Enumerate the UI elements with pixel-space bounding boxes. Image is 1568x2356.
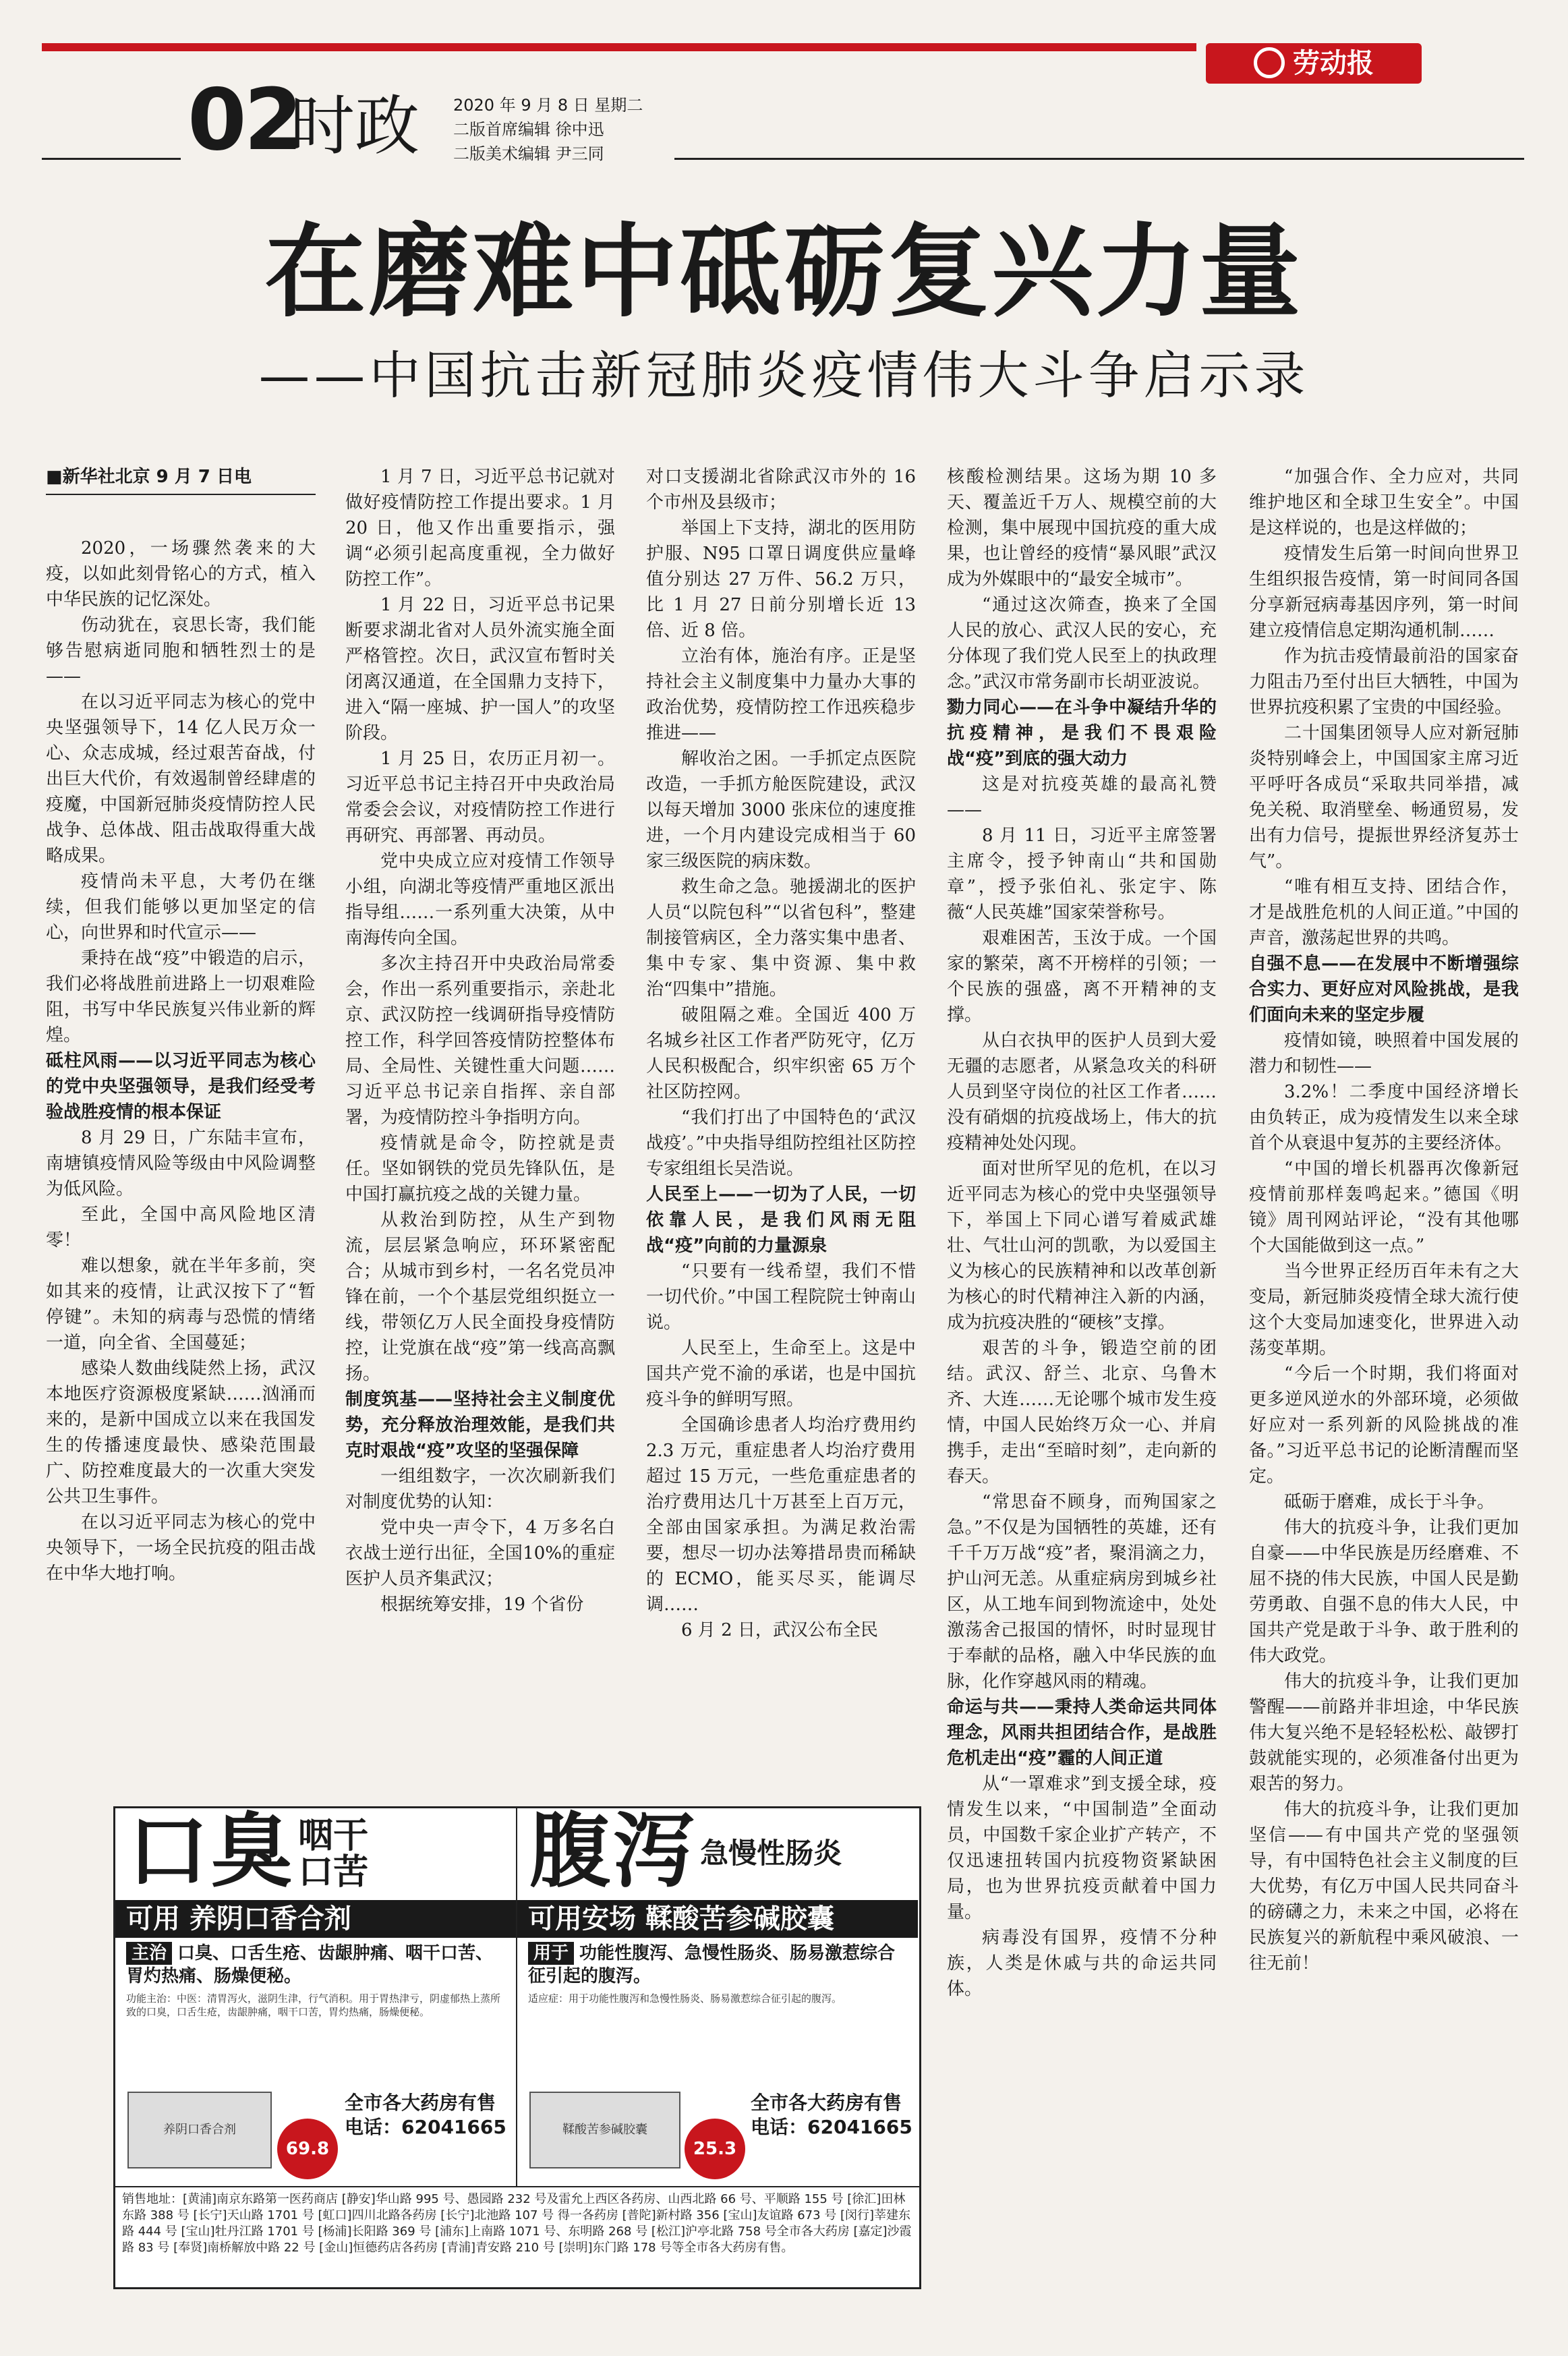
ad-left-panel [115, 1808, 517, 2186]
paragraph: 伟大的抗疫斗争，让我们更加自豪——中华民族是历经磨难、不屈不挠的伟大民族，中国人民是勤劳勇敢、自强不息的伟大人民，中国共产党是敢于斗争、敢于胜利的伟大政党。 [1249, 1518, 1519, 1666]
paragraph: 8 月 11 日，习近平主席签署主席令，授予钟南山“共和国勋章”，授予张伯礼、张定宇、陈薇“人民英雄”国家荣誉称号。 [947, 826, 1217, 923]
ad-left-product-box: 养阴口香合剂 [127, 2092, 272, 2168]
article-column-3 [646, 464, 916, 1800]
ad-left-big-text: 口臭 [127, 1808, 295, 1899]
paragraph: 当今世界正经历百年未有之大变局，新冠肺炎疫情全球大流行使这个大变局加速变化，世界进入动荡变革期。 [1249, 1261, 1519, 1358]
ad-right-product-box: 鞣酸苦参碱胶囊 [529, 2092, 680, 2168]
ad-right-fineprint: 适应症：用于功能性腹泻和急慢性肠炎、肠易激惹综合征引起的腹泻。 [528, 1992, 842, 2005]
article-column-4 [947, 464, 1217, 2339]
subsection-heading: 制度筑基——坚持社会主义制度优势，充分释放治理效能，是我们共克时艰战“疫”攻坚的坚强保障 [345, 1389, 615, 1461]
paragraph: 2020，一场骤然袭来的大疫，以如此刻骨铭心的方式，植入中华民族的记忆深处。 [46, 538, 316, 610]
subsection-heading: 人民至上——一切为了人民，一切依靠人民，是我们风雨无阻战“疫”向前的力量源泉 [646, 1184, 916, 1256]
paragraph: 全国确诊患者人均治疗费用约 2.3 万元，重症患者人均治疗费用超过 15 万元，一些危重症患者的治疗费用达几十万甚至上百万元，全部由国家承担。为满足救治需要，想尽一切办法筹措昂贵而稀缺的 ECMO，能买尽买，能调尽调…… [646, 1415, 916, 1615]
paragraph: 感染人数曲线陡然上扬，武汉本地医疗资源极度紧缺……汹涌而来的，是新中国成立以来在我国发生的传播速度最快、感染范围最广、防控难度最大的一次重大突发公共卫生事件。 [46, 1358, 316, 1507]
ad-right-big-text: 腹泻 [529, 1808, 697, 1899]
paragraph: 多次主持召开中央政治局常委会，作出一系列重要指示，亲赴北京、武汉防控一线调研指导疫情防控工作，科学回答疫情防控整体布局、全局性、关键性重大问题……习近平总书记亲自指挥、亲自部署，为疫情防控斗争指明方向。 [345, 954, 615, 1128]
paragraph: 1 月 25 日，农历正月初一。习近平总书记主持召开中央政治局常委会会议，对疫情防控工作进行再研究、再部署、再动员。 [345, 749, 615, 846]
column-body [646, 464, 916, 1643]
paragraph: 伟大的抗疫斗争，让我们更加警醒——前路并非坦途，中华民族伟大复兴绝不是轻轻松松、敲锣打鼓就能实现的，必须准备付出更为艰苦的努力。 [1249, 1671, 1519, 1794]
paragraph: 砥砺于磨难，成长于斗争。 [1284, 1492, 1495, 1512]
ad-left-band: 可用 养阴口香合剂 [115, 1900, 516, 1938]
paragraph: 病毒没有国界，疫情不分种族，人类是休戚与共的命运共同体。 [947, 1928, 1217, 1999]
editor-line: 二版首席编辑 徐中迅 [453, 120, 604, 139]
ad-left-phone: 电话：62041665 [345, 2116, 506, 2138]
paragraph: 人民至上，生命至上。这是中国共产党不渝的承诺，也是中国抗疫斗争的鲜明写照。 [646, 1338, 916, 1410]
art-editor-line: 二版美术编辑 尹三同 [453, 144, 604, 163]
ad-right-band: 可用安场 鞣酸苦参碱胶囊 [517, 1900, 918, 1938]
paragraph: 在以习近平同志为核心的党中央坚强领导下，14 亿人民万众一心、众志成城，经过艰苦奋战，付出巨大代价，有效遏制曾经肆虐的疫魔，中国新冠肺炎疫情防控人民战争、总体战、阻击战取得重大战略成果。 [46, 692, 316, 866]
paragraph: 1 月 22 日，习近平总书记果断要求湖北省对人员外流实施全面严格管控。次日，武汉宣布暂时关闭离汉通道，在全国鼎力支持下，进入“隔一座城、护一国人”的攻坚阶段。 [345, 595, 615, 743]
paragraph: 根据统筹安排，19 个省份 [380, 1594, 584, 1615]
paragraph: 破阻隔之难。全国近 400 万名城乡社区工作者严防死守，亿万人民积极配合，织牢织密 65 万个社区防控网。 [646, 1005, 916, 1102]
paragraph: 举国上下支持，湖北的医用防护服、N95 口罩日调度供应量峰值分别达 27 万件、56.2 万只，比 1 月 27 日前分别增长近 13 倍、近 8 倍。 [646, 518, 916, 641]
header-rule-right [674, 158, 1524, 160]
paragraph: “中国的增长机器再次像新冠疫情前那样轰鸣起来。”德国《明镜》周刊网站评论，“没有其他哪个大国能做到这一点。” [1249, 1159, 1519, 1256]
byline: ■新华社北京 9 月 7 日电 [46, 464, 316, 495]
paragraph: “今后一个时期，我们将面对更多逆风逆水的外部环境，必须做好应对一系列新的风险挑战的准备。”习近平总书记的论断清醒而坚定。 [1249, 1364, 1519, 1487]
ad-right-side-text: 急慢性肠炎 [700, 1837, 842, 1870]
top-red-rule [42, 43, 1196, 51]
paragraph: 艰难困苦，玉汝于成。一个国家的繁荣，离不开榜样的引领；一个民族的强盛，离不开精神的支撑。 [947, 928, 1217, 1025]
paragraph: “加强合作、全力应对，共同维护地区和全球卫生安全”。中国是这样说的，也是这样做的； [1249, 467, 1519, 538]
paragraph: 二十国集团领导人应对新冠肺炎特别峰会上，中国国家主席习近平呼吁各成员“采取共同举措，减免关税、取消壁垒、畅通贸易，发出有力信号，提振世界经济复苏士气”。 [1249, 723, 1519, 871]
column-body [1249, 464, 1519, 1976]
paragraph: 解收治之困。一手抓定点医院改造，一手抓方舱医院建设，武汉以每天增加 3000 张床位的速度推进，一个月内建设完成相当于 60 家三级医院的病床数。 [646, 749, 916, 871]
subsection-heading: 砥柱风雨——以习近平同志为核心的党中央坚强领导，是我们经受考验战胜疫情的根本保证 [46, 1051, 316, 1122]
paragraph: “常思奋不顾身，而殉国家之急。”不仅是为国牺牲的英雄，还有千千万万战“疫”者，聚涓滴之力，护山河无恙。从重症病房到城乡社区，从工地车间到物流途中，处处激荡舍己报国的情怀，时时显现甘于奉献的品格，融入中华民族的血脉，化作穿越风雨的精魂。 [947, 1492, 1217, 1692]
paragraph: 难以想象，就在半年多前，突如其来的疫情，让武汉按下了“暂停键”。未知的病毒与恐慌的情绪一道，向全省、全国蔓延； [46, 1256, 316, 1353]
paragraph: 在以习近平同志为核心的党中央领导下，一场全民抗疫的阻击战在中华大地打响。 [46, 1512, 316, 1584]
paragraph: “唯有相互支持、团结合作，才是战胜危机的人间正道。”中国的声音，激荡起世界的共鸣。 [1249, 877, 1519, 948]
paragraph: 疫情如镜，映照着中国发展的潜力和韧性—— [1249, 1031, 1519, 1076]
logo-mark-icon [1254, 47, 1285, 78]
subsection-heading: 勠力同心——在斗争中凝结升华的抗疫精神，是我们不畏艰险战“疫”到底的强大动力 [947, 697, 1217, 769]
paragraph: 伟大的抗疫斗争，让我们更加坚信——有中国共产党的坚强领导，有中国特色社会主义制度的巨大优势，有亿万中国人民共同奋斗的磅礴之力，未来之中国，必将在民族复兴的新航程中乘风破浪、一往无前！ [1249, 1800, 1519, 1974]
paragraph: “我们打出了中国特色的‘武汉战疫’。”中央指导组防控组社区防控专家组组长吴浩说。 [646, 1108, 916, 1179]
paragraph: 作为抗击疫情最前沿的国家奋力阻击乃至付出巨大牺牲，中国为世界抗疫积累了宝贵的中国经验。 [1249, 646, 1519, 718]
paragraph: 立治有体，施治有序。正是坚持社会主义制度集中力量办大事的政治优势，疫情防控工作迅疾稳步推进—— [646, 646, 916, 743]
headline: 在磨难中砥砺复兴力量 [264, 212, 1304, 331]
subheadline: ——中国抗击新冠肺炎疫情伟大斗争启示录 [258, 345, 1310, 405]
ad-left-side-text: 咽干口苦 [298, 1816, 369, 1893]
newspaper-logo: 劳动报 [1206, 43, 1422, 84]
paragraph: 疫情发生后第一时间向世界卫生组织报告疫情，第一时间同各国分享新冠病毒基因序列，第一时间建立疫情信息定期沟通机制…… [1249, 544, 1519, 641]
paragraph: 面对世所罕见的危机，在以习近平同志为核心的党中央坚强领导下，举国上下同心谱写着威武雄壮、气壮山河的凯歌，为以爱国主义为核心的民族精神和以改革创新为核心的时代精神注入新的内涵，成为抗疫决胜的“硬核”支撑。 [947, 1159, 1217, 1333]
subsection-heading: 命运与共——秉持人类命运共同体理念，风雨共担团结合作，是战胜危机走出“疫”霾的人间正道 [947, 1697, 1217, 1769]
ad-left-fineprint: 功能主治：中医：清胃泻火，滋阴生津，行气消积。用于胃热津亏，阴虚郁热上蒸所致的口臭，口舌生疮，齿龈肿痛，咽干口苦，胃灼热痛，肠燥便秘。 [126, 1992, 501, 2018]
ad-left-sold: 全市各大药房有售 [345, 2092, 496, 2114]
paragraph: 对口支援湖北省除武汉市外的 16 个市州及县级市； [646, 467, 916, 513]
paragraph: 从白衣执甲的医护人员到大爱无疆的志愿者，从紧急攻关的科研人员到坚守岗位的社区工作者……没有硝烟的抗疫战场上，伟大的抗疫精神处处闪现。 [947, 1031, 1217, 1153]
paragraph: 秉持在战“疫”中锻造的启示，我们必将战胜前进路上一切艰难险阻，书写中华民族复兴伟业新的辉煌。 [46, 948, 316, 1045]
ad-right-panel [517, 1808, 918, 2186]
ad-right-price-badge: 25.3 [685, 2119, 745, 2179]
paragraph: 核酸检测结果。这场为期 10 多天、覆盖近千万人、规模空前的大检测，集中展现中国抗疫的重大成果，也让曾经的疫情“暴风眼”武汉成为外媒眼中的“最安全城市”。 [947, 467, 1217, 590]
paragraph: 救生命之急。驰援湖北的医护人员“以院包科”“以省包科”，整建制接管病区，全力落实集中患者、集中专家、集中资源、集中救治“四集中”措施。 [646, 877, 916, 1000]
ad-left-symptoms: 主治 口臭、口舌生疮、齿龈肿痛、咽干口苦、胃灼热痛、肠燥便秘。 [126, 1943, 494, 1986]
ad-right-symptoms: 用于 功能性腹泻、急慢性肠炎、肠易激惹综合征引起的腹泻。 [528, 1943, 896, 1986]
paragraph: 6 月 2 日，武汉公布全民 [681, 1620, 878, 1640]
paragraph: 从救治到防控，从生产到物流，层层紧急响应，环环紧密配合；从城市到乡村，一名名党员冲锋在前，一个个基层党组织挺立一线，带领亿万人民全面投身疫情防控，让党旗在战“疫”第一线高高飘扬。 [345, 1210, 615, 1384]
paragraph: 3.2%！二季度中国经济增长由负转正，成为疫情发生以来全球首个从衰退中复苏的主要经济体。 [1249, 1082, 1519, 1153]
paragraph: 艰苦的斗争，锻造空前的团结。武汉、舒兰、北京、乌鲁木齐、大连……无论哪个城市发生疫情，中国人民始终万众一心、并肩携手，走出“至暗时刻”，走向新的春天。 [947, 1338, 1217, 1487]
ad-left-price-badge: 69.8 [277, 2119, 338, 2179]
paragraph: 党中央成立应对疫情工作领导小组，向湖北等疫情严重地区派出指导组……一系列重大决策，从中南海传向全国。 [345, 851, 615, 948]
paragraph: 从“一罩难求”到支援全球，疫情发生以来，“中国制造”全面动员，中国数千家企业扩产转产，不仅迅速扭转国内抗疫物资紧缺困局，也为世界抗疫贡献着中国力量。 [947, 1774, 1217, 1922]
column-body [947, 464, 1217, 2002]
ad-right-phone: 电话：62041665 [751, 2116, 912, 2138]
article-column-2 [345, 464, 615, 1800]
paragraph: 伤动犹在，哀思长寄，我们能够告慰病逝同胞和牺牲烈士的是—— [46, 615, 316, 687]
paragraph: 一组组数字，一次次刷新我们对制度优势的认知： [345, 1466, 615, 1512]
column-body [345, 464, 615, 1617]
paragraph: 8 月 29 日，广东陆丰宣布，南塘镇疫情风险等级由中风险调整为低风险。 [46, 1128, 316, 1199]
subsection-heading: 自强不息——在发展中不断增强综合实力、更好应对风险挑战，是我们面向未来的坚定步履 [1249, 954, 1519, 1025]
article-column-5 [1249, 464, 1519, 2339]
article-column-1 [46, 464, 316, 1800]
paragraph: 1 月 7 日，习近平总书记就对做好疫情防控工作提出要求。1 月 20 日，他又作出重要指示，强调“必须引起高度重视，全力做好防控工作”。 [345, 467, 615, 590]
paragraph: 疫情尚未平息，大考仍在继续，但我们能够以更加坚定的信心，向世界和时代宣示—— [46, 871, 316, 943]
page-number: 02 [187, 70, 301, 169]
advertisement [113, 1806, 921, 2289]
paragraph: 这是对抗疫英雄的最高礼赞—— [947, 774, 1217, 820]
column-body [46, 536, 316, 1586]
header-rule-left [42, 158, 181, 160]
date-line: 2020 年 9 月 8 日 星期二 [453, 96, 643, 115]
ad-right-sold: 全市各大药房有售 [751, 2092, 902, 2114]
paragraph: 疫情就是命令，防控就是责任。坚如钢铁的党员先锋队伍，是中国打赢抗疫之战的关键力量。 [345, 1133, 615, 1205]
paragraph: 至此，全国中高风险地区清零！ [46, 1205, 316, 1251]
ad-store-list: 销售地址：[黄浦]南京东路第一医药商店 [静安]华山路 995 号、愚园路 232 号及雷允上西区各药房、山西北路 66 号、平顺路 155 号 [徐汇]田林东路 388 号 [长宁]天山路 1701 号 [虹口]四川北路各药房 [长宁]北池路 107 号 得一各药房 [普陀]新村路 356 [宝山]友谊路 673 号 [闵行]莘建东路 444 号 [宝山]牡丹江路 1701 号 [杨浦]长阳路 369 号 [浦东]上南路 1071 号、东明路 268 号 [松江]沪亭北路 758 号全市各大药房 [嘉定]沙霞路 83 号 [奉贤]南桥解放中路 22 号 [金山]恒德药店各药房 [青浦]青安路 210 号 [崇明]东门路 178 号等全市各大药房有售。 [115, 2186, 919, 2287]
paragraph: 党中央一声令下，4 万多名白衣战士逆行出征，全国10%的重症医护人员齐集武汉； [345, 1518, 615, 1589]
paragraph: “通过这次筛查，换来了全国人民的放心、武汉人民的安心，充分体现了我们党人民至上的执政理念。”武汉市常务副市长胡亚波说。 [947, 595, 1217, 692]
section-title: 时政 [290, 88, 419, 164]
paragraph: “只要有一线希望，我们不惜一切代价。”中国工程院院士钟南山说。 [646, 1261, 916, 1333]
